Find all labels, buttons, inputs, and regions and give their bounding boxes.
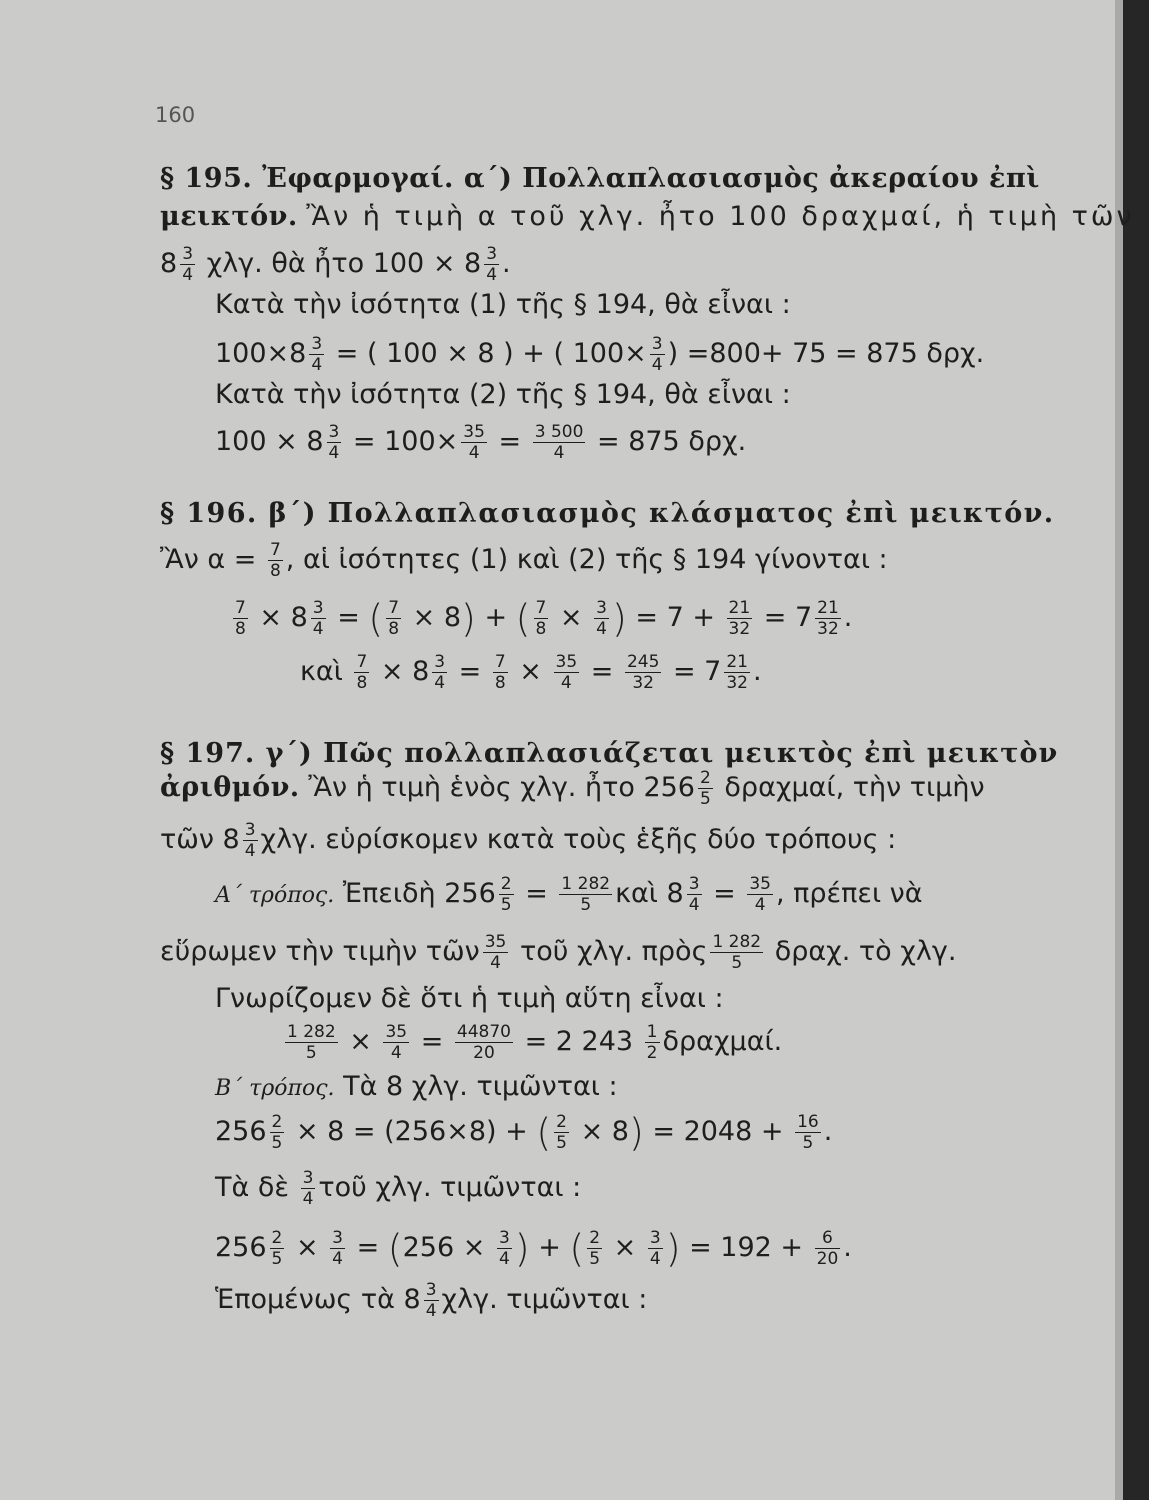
s196-eq1: $\frac{7}{8}$ × 8 $\frac{3}{4}$ = ( $\frac{7}{8}$ × 8) + ( $\frac{7}{8}$ × $\frac{3}{4}$ ) = 7 + $\frac{21}{32}$ = 7 $\frac{21}{32}$ .: [235, 596, 853, 641]
way-b-line3: Τὰ δὲ $\frac{3}{4}$ τοῦ χλγ. τιμῶνται :: [215, 1168, 582, 1209]
s195-eq2-intro: Κατὰ τὴν ἰσότητα (2) τῆς § 194, θὰ εἶναι :: [215, 379, 791, 410]
way-a-result: $\frac{1 282}{5}$ × $\frac{35}{4}$ = $\frac{44870}{20}$ = 2 243 $\frac{1}{2}$ δραχμαί.: [287, 1022, 783, 1063]
way-b-eq1: 256 $\frac{2}{5}$ × 8 = (256×8) + ( $\frac{2}{5}$ × 8) = 2048 + $\frac{16}{5}$ .: [215, 1110, 833, 1155]
s197-heading: § 197. γ΄) Πῶς πολλαπλασιάζεται μεικτὸς ἐπὶ μεικτὸν: [160, 738, 1059, 769]
page-number: 160: [155, 103, 196, 127]
way-a-line2: εὕρωμεν τὴν τιμὴν τῶν $\frac{35}{4}$ τοῦ χλγ. πρὸς $\frac{1 282}{5}$ δραχ. τὸ χλγ.: [160, 932, 957, 973]
way-b-eq2: 256 $\frac{2}{5}$ × $\frac{3}{4}$ = (256 × $\frac{3}{4}$ ) + ( $\frac{2}{5}$ × $\frac{3}{4}$ ) = 192 + $\frac{6}{20}$ .: [215, 1226, 852, 1271]
s197-line1: ἀριθμόν. Ἂν ἡ τιμὴ ἑνὸς χλγ. ἦτο 256 $\frac{2}{5}$ δραχμαί, τὴν τιμὴν: [160, 768, 985, 809]
s195-line2: 8 $\frac{3}{4}$ χλγ. θὰ ἦτο 100 × 8 $\frac{3}{4}$ .: [160, 244, 511, 285]
s195-line1: μεικτόν. Ἂν ἡ τιμὴ α τοῦ χλγ. ἦτο 100 δραχμαί, ἡ τιμὴ τῶν: [160, 201, 1135, 232]
s197-line2: τῶν 8 $\frac{3}{4}$ χλγ. εὑρίσκομεν κατὰ τοὺς ἑξῆς δύο τρόπους :: [160, 820, 897, 861]
s195-heading: § 195. Ἐφαρμογαί. α΄) Πολλαπλασιασμὸς ἀκεραίου ἐπὶ: [160, 163, 1040, 194]
way-a-line1: Α΄ τρόπος. Ἐπειδὴ 256 $\frac{2}{5}$ = $\frac{1 282}{5}$ καὶ 8 $\frac{3}{4}$ = $\frac{35}{4}$ , πρέπει νὰ: [215, 874, 923, 915]
way-a-line3: Γνωρίζομεν δὲ ὅτι ἡ τιμὴ αὕτη εἶναι :: [215, 983, 724, 1014]
s196-eq2: καὶ $\frac{7}{8}$ × 8 $\frac{3}{4}$ = $\frac{7}{8}$ × $\frac{35}{4}$ = $\frac{245}{32}$ = 7 $\frac{21}{32}$ .: [300, 652, 762, 693]
s196-heading: § 196. β΄) Πολλαπλασιασμὸς κλάσματος ἐπὶ μεικτόν.: [160, 498, 1055, 529]
s196-intro: Ἂν α = $\frac{7}{8}$ , αἱ ἰσότητες (1) καὶ (2) τῆς § 194 γίνονται :: [160, 540, 888, 581]
way-b-last: Ἑπομένως τὰ 8 $\frac{3}{4}$ χλγ. τιμῶνται :: [215, 1280, 648, 1321]
s195-eq1: 100×8 $\frac{3}{4}$ = ( 100 × 8 ) + ( 100× $\frac{3}{4}$ ) =800+ 75 = 875 δρχ.: [215, 334, 985, 375]
s195-eq2: 100 × 8 $\frac{3}{4}$ = 100× $\frac{35}{4}$ = $\frac{3 500}{4}$ = 875 δρχ.: [215, 422, 747, 463]
way-b-line1: Β΄ τρόπος. Τὰ 8 χλγ. τιμῶνται :: [215, 1071, 618, 1102]
s195-eq1-intro: Κατὰ τὴν ἰσότητα (1) τῆς § 194, θὰ εἶναι :: [215, 289, 791, 320]
